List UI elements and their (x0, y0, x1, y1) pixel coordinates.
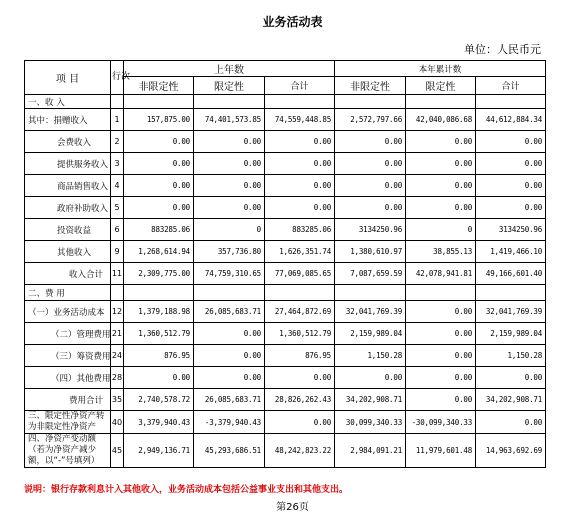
table-row (25, 131, 546, 153)
cell-value: 74,759,310.65 (194, 263, 265, 285)
cell-value (194, 285, 265, 301)
cell-value: 883285.06 (265, 219, 335, 241)
row-label: 费用合计 (25, 389, 111, 411)
cell-value: 2,572,797.66 (335, 109, 406, 131)
cell-value: 0.00 (124, 367, 194, 389)
cell-value: 0.00 (265, 367, 335, 389)
header-curr-year: 本年累计数 (335, 61, 546, 77)
cell-value: 0.00 (194, 175, 265, 197)
table-row (25, 241, 546, 263)
row-label: （一）业务活动成本 (25, 301, 111, 323)
cell-value: 11,979,601.48 (406, 434, 476, 468)
cell-value: 26,085,683.71 (194, 389, 265, 411)
cell-value (124, 285, 194, 301)
cell-value: 2,159,989.04 (335, 323, 406, 345)
header-item: 项 目 (25, 61, 111, 95)
table-row (25, 434, 546, 468)
row-label: 提供服务收入 (25, 153, 111, 175)
cell-value: 1,150.28 (476, 345, 546, 367)
row-line-number: 35 (111, 389, 124, 411)
cell-value: 876.95 (265, 345, 335, 367)
row-line-number: 28 (111, 367, 124, 389)
row-line-number (111, 285, 124, 301)
cell-value: 77,069,085.65 (265, 263, 335, 285)
cell-value: 49,166,601.40 (476, 263, 546, 285)
table-row (25, 411, 546, 434)
cell-value: 0.00 (335, 131, 406, 153)
cell-value: 2,949,136.71 (124, 434, 194, 468)
cell-value: 0.00 (265, 175, 335, 197)
cell-value: 0.00 (335, 367, 406, 389)
cell-value (335, 285, 406, 301)
cell-value: 1,150.28 (335, 345, 406, 367)
row-label: （四）其他费用 (25, 367, 111, 389)
row-line-number: 9 (111, 241, 124, 263)
row-label: 商品销售收入 (25, 175, 111, 197)
cell-value: 1,360,512.79 (265, 323, 335, 345)
row-line-number (111, 95, 124, 109)
cell-value: 0.00 (194, 367, 265, 389)
table-row (25, 301, 546, 323)
cell-value: 74,559,448.85 (265, 109, 335, 131)
cell-value (265, 95, 335, 109)
cell-value: 0.00 (476, 175, 546, 197)
currency-unit: 单位：人民币元 (464, 43, 541, 56)
cell-value: 44,612,884.34 (476, 109, 546, 131)
row-line-number: 2 (111, 131, 124, 153)
table-row (25, 175, 546, 197)
cell-value: 0 (194, 219, 265, 241)
cell-value: 0.00 (476, 367, 546, 389)
row-label: 会费收入 (25, 131, 111, 153)
row-label: 四、净资产变动额（若为净资产减少额，以“-”号填列） (25, 434, 111, 468)
table-row (25, 263, 546, 285)
cell-value: 27,464,872.69 (265, 301, 335, 323)
cell-value: 2,984,091.21 (335, 434, 406, 468)
cell-value (124, 95, 194, 109)
footnote: 说明：银行存款利息计入其他收入，业务活动成本包括公益事业支出和其他支出。 (24, 485, 349, 495)
header-prev-restricted: 限定性 (194, 77, 265, 95)
cell-value: 0.00 (406, 153, 476, 175)
table-row (25, 389, 546, 411)
table-row (25, 197, 546, 219)
header-curr-total: 合计 (476, 77, 546, 95)
table-row (25, 219, 546, 241)
table-row (25, 95, 546, 109)
row-line-number: 3 (111, 153, 124, 175)
table-row (25, 285, 546, 301)
cell-value (476, 285, 546, 301)
cell-value (406, 285, 476, 301)
cell-value: 883285.06 (124, 219, 194, 241)
row-label: 其中：捐赠收入 (25, 109, 111, 131)
cell-value: 34,202,908.71 (476, 389, 546, 411)
header-prev-year: 上年数 (124, 61, 335, 77)
row-line-number: 40 (111, 411, 124, 434)
report-title: 业务活动表 (262, 15, 323, 29)
cell-value: 0.00 (406, 367, 476, 389)
cell-value: 30,099,340.33 (335, 411, 406, 434)
cell-value: 48,242,823.22 (265, 434, 335, 468)
cell-value (335, 95, 406, 109)
cell-value: 34,202,908.71 (335, 389, 406, 411)
cell-value: 1,419,466.10 (476, 241, 546, 263)
activity-table (24, 60, 546, 468)
table-row (25, 109, 546, 131)
row-label: 投资收益 (25, 219, 111, 241)
cell-value: -30,099,340.33 (406, 411, 476, 434)
page-number: 第26页 (276, 502, 309, 513)
cell-value: 0.00 (476, 197, 546, 219)
cell-value (406, 95, 476, 109)
cell-value: 1,380,610.97 (335, 241, 406, 263)
cell-value (194, 95, 265, 109)
row-label: 其他收入 (25, 241, 111, 263)
header-line: 行次 (111, 61, 124, 95)
row-line-number: 4 (111, 175, 124, 197)
table-row (25, 345, 546, 367)
cell-value: 0.00 (194, 153, 265, 175)
row-label: 二、费 用 (25, 285, 111, 301)
cell-value: 0.00 (335, 175, 406, 197)
header-prev-unrestricted: 非限定性 (124, 77, 194, 95)
table-row (25, 367, 546, 389)
cell-value: 3134250.96 (335, 219, 406, 241)
cell-value: 2,309,775.00 (124, 263, 194, 285)
cell-value: 1,360,512.79 (124, 323, 194, 345)
cell-value: 157,875.00 (124, 109, 194, 131)
row-label: 三、限定性净资产转为非限定性净资产 (25, 411, 111, 434)
table-row (25, 153, 546, 175)
cell-value: 3134250.96 (476, 219, 546, 241)
cell-value (265, 285, 335, 301)
row-label: 收入合计 (25, 263, 111, 285)
cell-value: 0.00 (406, 301, 476, 323)
row-label: 一、收 入 (25, 95, 111, 109)
cell-value: 0.00 (476, 411, 546, 434)
row-line-number: 11 (111, 263, 124, 285)
cell-value: 3,379,940.43 (124, 411, 194, 434)
cell-value: -3,379,940.43 (194, 411, 265, 434)
cell-value: 0.00 (124, 153, 194, 175)
cell-value: 38,855.13 (406, 241, 476, 263)
cell-value: 2,159,989.04 (476, 323, 546, 345)
cell-value: 0.00 (335, 197, 406, 219)
cell-value: 0.00 (406, 323, 476, 345)
cell-value: 28,826,262.43 (265, 389, 335, 411)
cell-value: 74,401,573.85 (194, 109, 265, 131)
cell-value: 32,041,769.39 (476, 301, 546, 323)
row-line-number: 24 (111, 345, 124, 367)
cell-value: 357,736.80 (194, 241, 265, 263)
cell-value: 0.00 (406, 197, 476, 219)
cell-value (476, 95, 546, 109)
cell-value: 1,379,188.98 (124, 301, 194, 323)
cell-value: 1,268,614.94 (124, 241, 194, 263)
row-label: （三）筹资费用 (25, 345, 111, 367)
cell-value: 0 (406, 219, 476, 241)
row-line-number: 21 (111, 323, 124, 345)
header-curr-restricted: 限定性 (406, 77, 476, 95)
header-curr-unrestricted: 非限定性 (335, 77, 406, 95)
row-line-number: 6 (111, 219, 124, 241)
cell-value: 0.00 (476, 131, 546, 153)
cell-value: 0.00 (476, 153, 546, 175)
cell-value: 0.00 (406, 345, 476, 367)
row-label: （二）管理费用 (25, 323, 111, 345)
table-row (25, 323, 546, 345)
cell-value: 42,040,086.68 (406, 109, 476, 131)
cell-value: 0.00 (124, 131, 194, 153)
row-line-number: 5 (111, 197, 124, 219)
cell-value: 0.00 (265, 153, 335, 175)
cell-value: 2,740,578.72 (124, 389, 194, 411)
cell-value: 14,963,692.69 (476, 434, 546, 468)
row-line-number: 1 (111, 109, 124, 131)
cell-value: 0.00 (406, 389, 476, 411)
cell-value: 0.00 (124, 197, 194, 219)
cell-value: 42,078,941.81 (406, 263, 476, 285)
cell-value: 0.00 (265, 411, 335, 434)
cell-value: 0.00 (406, 131, 476, 153)
row-label: 政府补助收入 (25, 197, 111, 219)
cell-value: 0.00 (265, 197, 335, 219)
row-line-number: 12 (111, 301, 124, 323)
cell-value: 0.00 (194, 323, 265, 345)
header-prev-total: 合计 (265, 77, 335, 95)
cell-value: 0.00 (194, 345, 265, 367)
cell-value: 0.00 (265, 131, 335, 153)
row-line-number: 45 (111, 434, 124, 468)
cell-value: 45,293,686.51 (194, 434, 265, 468)
cell-value: 1,626,351.74 (265, 241, 335, 263)
cell-value: 32,041,769.39 (335, 301, 406, 323)
cell-value: 0.00 (194, 197, 265, 219)
cell-value: 26,085,683.71 (194, 301, 265, 323)
cell-value: 0.00 (335, 153, 406, 175)
cell-value: 0.00 (124, 175, 194, 197)
cell-value: 7,087,659.59 (335, 263, 406, 285)
cell-value: 0.00 (194, 131, 265, 153)
cell-value: 0.00 (406, 175, 476, 197)
cell-value: 876.95 (124, 345, 194, 367)
